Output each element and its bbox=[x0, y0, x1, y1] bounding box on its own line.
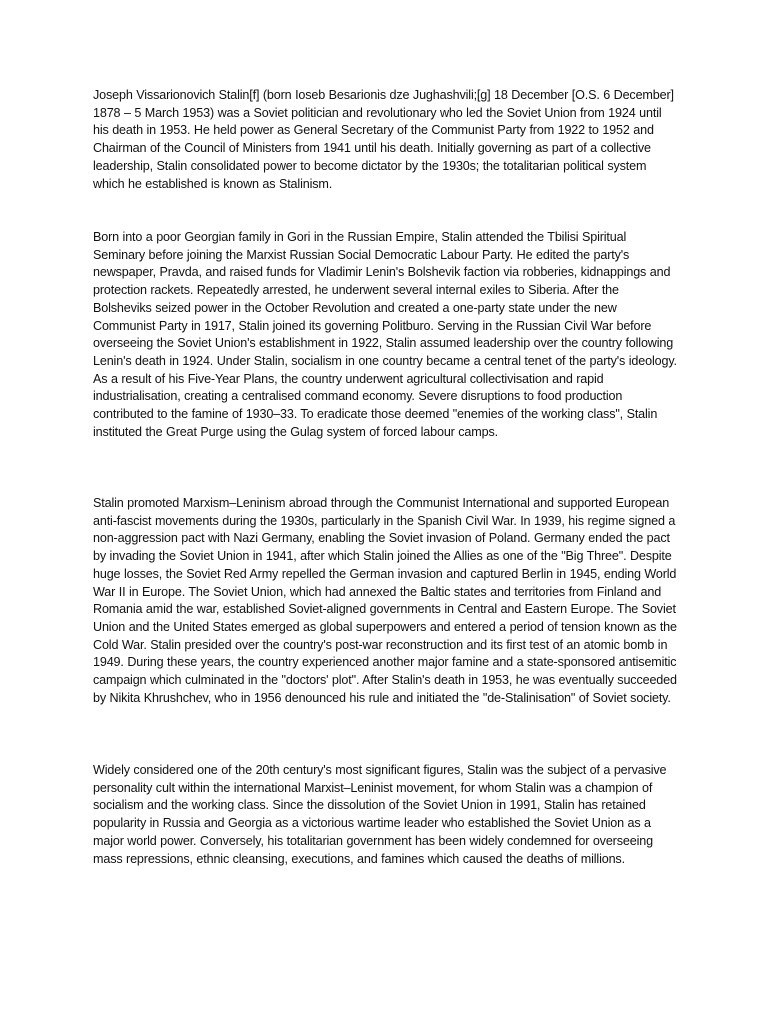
paragraph-early-life: Born into a poor Georgian family in Gori in the Russian Empire, Stalin attended the Tbilisi Spiritual Seminary before joining the Marxist Russian Social Democratic Labour Party. He edited the party's newspaper, Pravda, and raised funds for Vladimir Lenin's Bolshevik faction via robberies, kidnappings and protection rackets. Repeatedly arrested, he underwent several internal exiles to Siberia. After the Bolsheviks seized power in the October Revolution and created a one-party state under the new Communist Party in 1917, Stalin joined its governing Politburo. Serving in the Russian Civil War before overseeing the Soviet Union's establishment in 1922, Stalin assumed leadership over the country following Lenin's death in 1924. Under Stalin, socialism in one country became a central tenet of the party's ideology. As a result of his Five-Year Plans, the country underwent agricultural collectivisation and rapid industrialisation, creating a centralised command economy. Severe disruptions to food production contributed to the famine of 1930–33. To eradicate those deemed "enemies of the working class", Stalin instituted the Great Purge using the Gulag system of forced labour camps. bbox=[93, 230, 677, 439]
paragraph-intro: Joseph Vissarionovich Stalin[f] (born Ioseb Besarionis dze Jughashvili;[g] 18 December [O.S. 6 December] 1878 – 5 March 1953) was a Soviet politician and revolutionary who led the Soviet Union from 1924 until his death in 1953. He held power as General Secretary of the Communist Party from 1922 to 1952 and Chairman of the Council of Ministers from 1941 until his death. Initially governing as part of a collective leadership, Stalin consolidated power to become dictator by the 1930s; the totalitarian political system which he established is known as Stalinism. bbox=[93, 88, 674, 191]
paragraph-legacy: Widely considered one of the 20th century's most significant figures, Stalin was the subject of a pervasive personality cult within the international Marxist–Leninist movement, for whom Stalin was a champion of socialism and the working class. Since the dissolution of the Soviet Union in 1991, Stalin has retained popularity in Russia and Georgia as a victorious wartime leader who established the Soviet Union as a major world power. Conversely, his totalitarian government has been widely condemned for overseeing mass repressions, ethnic cleansing, executions, and famines which caused the deaths of millions. bbox=[93, 763, 667, 866]
paragraph-foreign-policy: Stalin promoted Marxism–Leninism abroad through the Communist International and supported European anti-fascist movements during the 1930s, particularly in the Spanish Civil War. In 1939, his regime signed a non-aggression pact with Nazi Germany, enabling the Soviet invasion of Poland. Germany ended the pact by invading the Soviet Union in 1941, after which Stalin joined the Allies as one of the "Big Three". Despite huge losses, the Soviet Red Army repelled the German invasion and captured Berlin in 1945, ending World War II in Europe. The Soviet Union, which had annexed the Baltic states and territories from Finland and Romania amid the war, established Soviet-aligned governments in Central and Eastern Europe. The Soviet Union and the United States emerged as global superpowers and entered a period of tension known as the Cold War. Stalin presided over the country's post-war reconstruction and its first test of an atomic bomb in 1949. During these years, the country experienced another major famine and a state-sponsored antisemitic campaign which culminated in the "doctors' plot". After Stalin's death in 1953, he was eventually succeeded by Nikita Khrushchev, who in 1956 denounced his rule and initiated the "de-Stalinisation" of Soviet society. bbox=[93, 496, 677, 705]
